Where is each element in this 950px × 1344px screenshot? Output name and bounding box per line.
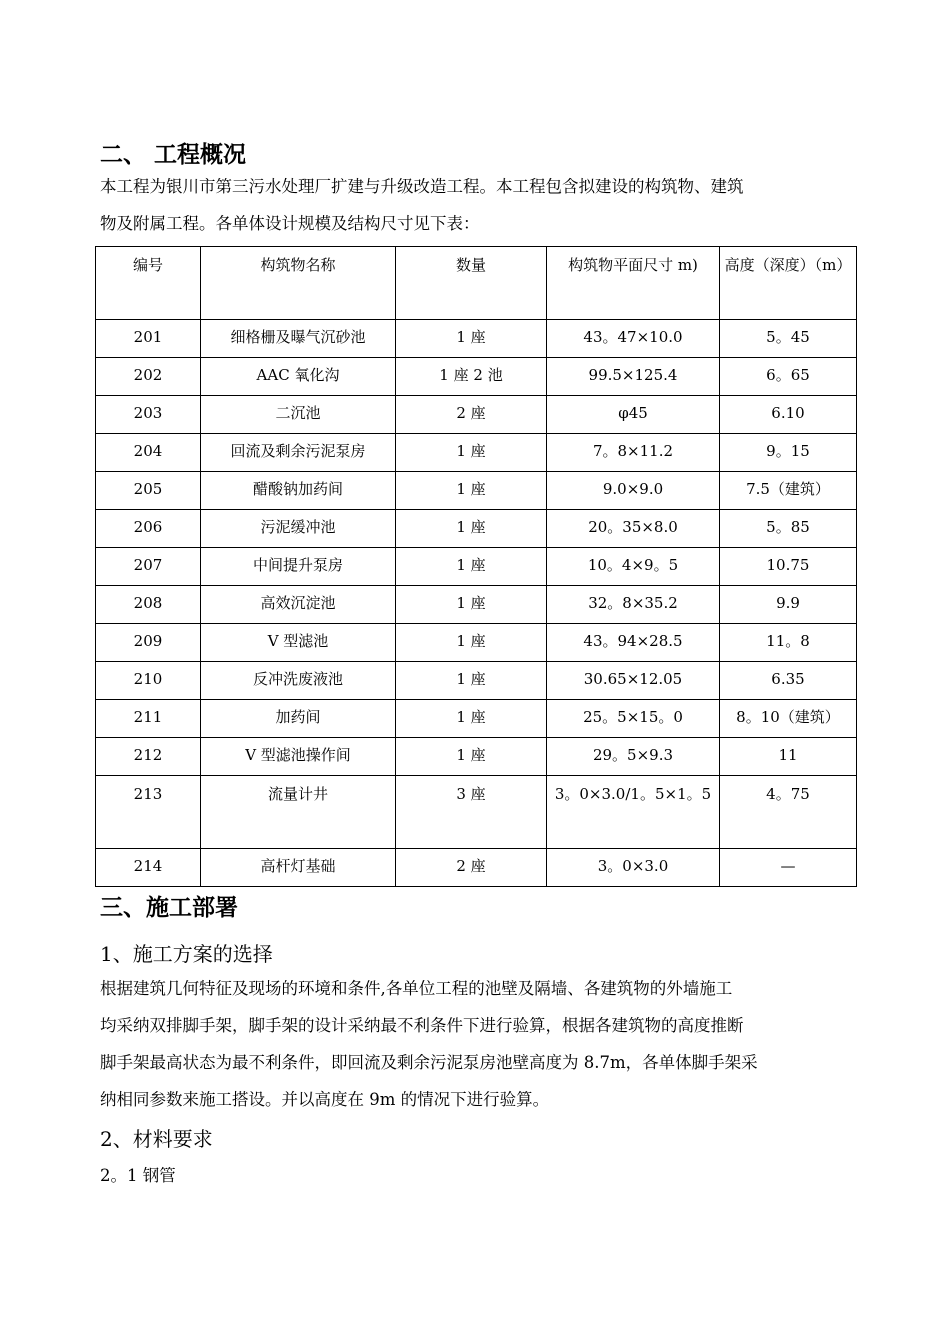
cell-dimensions: 99.5×125.4 — [547, 358, 720, 396]
table-row — [96, 738, 857, 776]
cell-dimensions: 32。8×35.2 — [547, 586, 720, 624]
cell-dimensions: 43。94×28.5 — [547, 624, 720, 662]
cell-id: 204 — [96, 434, 201, 472]
table-row — [96, 700, 857, 738]
cell-id: 207 — [96, 548, 201, 586]
cell-name: V 型滤池 — [201, 624, 396, 662]
cell-quantity: 1 座 2 池 — [396, 358, 547, 396]
cell-name: 高效沉淀池 — [201, 586, 396, 624]
cell-quantity: 2 座 — [396, 396, 547, 434]
cell-quantity: 1 座 — [396, 662, 547, 700]
cell-name: 反冲洗废液池 — [201, 662, 396, 700]
table-row — [96, 662, 857, 700]
cell-id: 208 — [96, 586, 201, 624]
cell-quantity: 1 座 — [396, 738, 547, 776]
paragraph-line: 均采纳双排脚手架，脚手架的设计采纳最不利条件下进行验算，根据各建筑物的高度推断 — [100, 1016, 744, 1035]
table-row — [96, 849, 857, 887]
cell-name: AAC 氧化沟 — [201, 358, 396, 396]
cell-id: 210 — [96, 662, 201, 700]
cell-name: 中间提升泵房 — [201, 548, 396, 586]
cell-name: 高杆灯基础 — [201, 849, 396, 887]
header-height: 高度（深度）（m） — [720, 247, 857, 320]
header-dimensions: 构筑物平面尺寸 m) — [547, 247, 720, 320]
cell-dimensions: φ45 — [547, 396, 720, 434]
cell-dimensions: 30.65×12.05 — [547, 662, 720, 700]
cell-height: 5。45 — [720, 320, 857, 358]
cell-height: 11 — [720, 738, 857, 776]
cell-dimensions: 10。4×9。5 — [547, 548, 720, 586]
cell-quantity: 1 座 — [396, 472, 547, 510]
cell-height: 6.35 — [720, 662, 857, 700]
cell-quantity: 1 座 — [396, 624, 547, 662]
cell-dimensions: 43。47×10.0 — [547, 320, 720, 358]
cell-id: 201 — [96, 320, 201, 358]
cell-dimensions: 3。0×3.0 — [547, 849, 720, 887]
cell-id: 203 — [96, 396, 201, 434]
table-row — [96, 320, 857, 358]
cell-quantity: 1 座 — [396, 320, 547, 358]
table-row — [96, 586, 857, 624]
cell-quantity: 1 座 — [396, 548, 547, 586]
cell-name: 污泥缓冲池 — [201, 510, 396, 548]
cell-name: 二沉池 — [201, 396, 396, 434]
cell-id: 205 — [96, 472, 201, 510]
header-quantity: 数量 — [396, 247, 547, 320]
cell-height: 9.9 — [720, 586, 857, 624]
cell-height: 11。8 — [720, 624, 857, 662]
cell-dimensions: 20。35×8.0 — [547, 510, 720, 548]
plan-paragraph — [100, 970, 852, 1118]
header-id: 编号 — [96, 247, 201, 320]
cell-height: 6.10 — [720, 396, 857, 434]
section-heading-overview: 二、 工程概况 — [100, 142, 247, 168]
cell-name: V 型滤池操作间 — [201, 738, 396, 776]
table-row — [96, 624, 857, 662]
table-row — [96, 548, 857, 586]
paragraph-line: 纳相同参数来施工搭设。并以高度在 9m 的情况下进行验算。 — [100, 1090, 550, 1109]
cell-id: 211 — [96, 700, 201, 738]
cell-quantity: 1 座 — [396, 434, 547, 472]
cell-name: 加药间 — [201, 700, 396, 738]
cell-id: 214 — [96, 849, 201, 887]
cell-quantity: 1 座 — [396, 700, 547, 738]
cell-height: 6。65 — [720, 358, 857, 396]
table-row — [96, 510, 857, 548]
cell-id: 213 — [96, 776, 201, 849]
structures-table — [95, 246, 857, 887]
cell-height: 8。10（建筑） — [720, 700, 857, 738]
paragraph-line: 脚手架最高状态为最不利条件，即回流及剩余污泥泵房池壁高度为 8.7m，各单体脚手架采 — [100, 1053, 758, 1072]
table-row — [96, 776, 857, 849]
subheading-steel-pipe: 2。1 钢管 — [100, 1166, 176, 1185]
table-row — [96, 358, 857, 396]
cell-id: 212 — [96, 738, 201, 776]
table-row — [96, 472, 857, 510]
cell-dimensions: 3。0×3.0/1。5×1。5 — [547, 776, 720, 849]
cell-name: 醋酸钠加药间 — [201, 472, 396, 510]
cell-quantity: 3 座 — [396, 776, 547, 849]
cell-height: 5。85 — [720, 510, 857, 548]
table-header-row — [96, 247, 857, 320]
cell-quantity: 2 座 — [396, 849, 547, 887]
subheading-material-requirements: 2、材料要求 — [100, 1127, 213, 1151]
subheading-plan-selection: 1、施工方案的选择 — [100, 942, 273, 966]
overview-intro — [100, 168, 852, 242]
cell-dimensions: 9.0×9.0 — [547, 472, 720, 510]
section-heading-deployment: 三、施工部署 — [100, 895, 238, 921]
cell-dimensions: 25。5×15。0 — [547, 700, 720, 738]
intro-line: 物及附属工程。各单体设计规模及结构尺寸见下表： — [100, 214, 480, 233]
cell-quantity: 1 座 — [396, 510, 547, 548]
cell-id: 209 — [96, 624, 201, 662]
cell-name: 回流及剩余污泥泵房 — [201, 434, 396, 472]
cell-id: 202 — [96, 358, 201, 396]
cell-height: 7.5（建筑） — [720, 472, 857, 510]
cell-dimensions: 7。8×11.2 — [547, 434, 720, 472]
cell-height: 4。75 — [720, 776, 857, 849]
cell-height: 9。15 — [720, 434, 857, 472]
header-name: 构筑物名称 — [201, 247, 396, 320]
table-row — [96, 434, 857, 472]
cell-quantity: 1 座 — [396, 586, 547, 624]
cell-name: 细格栅及曝气沉砂池 — [201, 320, 396, 358]
cell-height: 10.75 — [720, 548, 857, 586]
cell-id: 206 — [96, 510, 201, 548]
cell-dimensions: 29。5×9.3 — [547, 738, 720, 776]
paragraph-line: 根据建筑几何特征及现场的环境和条件,各单位工程的池壁及隔墙、各建筑物的外墙施工 — [100, 979, 733, 998]
cell-height: — — [720, 849, 857, 887]
table-row — [96, 396, 857, 434]
intro-line: 本工程为银川市第三污水处理厂扩建与升级改造工程。本工程包含拟建设的构筑物、建筑 — [100, 177, 744, 196]
cell-name: 流量计井 — [201, 776, 396, 849]
